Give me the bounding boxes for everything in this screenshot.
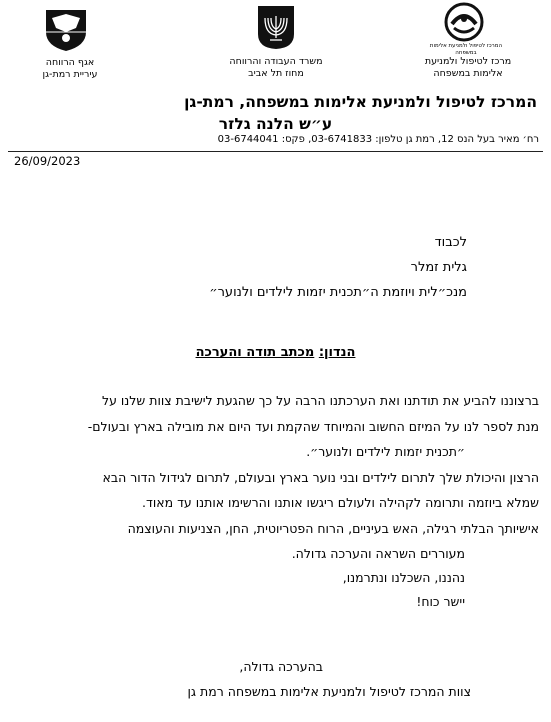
center-org-line1: משרד העבודה והרווחה: [229, 56, 323, 67]
letter-subject: [0, 345, 551, 360]
subject-label: הנדון:: [318, 345, 356, 360]
body-line: יישר כוח!: [416, 594, 465, 609]
recipient-name: גלית זמלר: [410, 260, 467, 275]
right-org-line2: אלימות במשפחה: [433, 68, 503, 79]
recipient-salutation: לכבוד: [434, 235, 467, 250]
left-org-header: [38, 57, 102, 81]
letterhead-title: המרכז לטיפול ולמניעת אלימות במשפחה, רמת-גן: [184, 93, 537, 111]
body-line: ״תכנית יזמות לילדים ולנוער״.: [306, 444, 465, 459]
center-logo-icon: [444, 2, 484, 42]
center-org-line2: מחוז תל אביב: [248, 68, 304, 79]
recipient-role: מנכ״לית ויוזמת ה״תכנית יזמות לילדים ולנוער״: [209, 285, 467, 300]
body-line: מעוררים השראה והערכה גדולה.: [291, 546, 465, 561]
right-org-small: המרכז לטיפול ולמניעת אלימות במשפחה: [429, 43, 503, 56]
header-divider: [8, 151, 543, 152]
body-line: נהננו, השכלנו ונתרמנו,: [342, 570, 465, 585]
right-org-header: [418, 56, 518, 80]
letterhead-address: רח׳ מאיר בעל הנס 12, רמת גן טלפון: 03-6741833, פקס: 03-6744041: [217, 134, 539, 145]
letter-closing: בהערכה גדולה,: [239, 659, 323, 674]
body-line: אישיותך הבלתי רגילה, האש בעיניים, הרוח הפטריוטית, החן, הצניעות והעוצמה: [127, 521, 539, 536]
left-org-line2: עיריית רמת-גן: [42, 69, 98, 80]
subject-text: מכתב תודה והערכה: [195, 345, 315, 360]
right-org-line1: מרכז לטיפול ולמניעת: [424, 56, 512, 67]
state-emblem-icon: [256, 4, 296, 50]
letter-date: 26/09/2023: [14, 154, 81, 168]
ramat-gan-emblem-icon: [42, 6, 90, 52]
body-line: שמלא ביוזמה ותרומה לקהילה ולעולם ריגשו אותנו והרשימו אותנו עד מאוד.: [142, 495, 539, 510]
body-line: הרצון והיכולת שלך לתרום לילדים ובני נוער בארץ ובעולם, לתרום לגידול הדור הבא: [102, 470, 539, 485]
left-org-line1: אגף הרווחה: [45, 57, 95, 68]
center-org-header: [224, 56, 328, 80]
body-line: ברצוננו להביע את תודתנו ואת הערכתנו הרבה על כך שהגעת לישיבת צוות שלנו על: [101, 393, 539, 408]
body-line: מנת לספר לנו על המיזם החשוב והמיוחד שהקמת ועד היום את מובילה בארץ ובעולם-: [87, 419, 539, 434]
letterhead-subtitle: ע״ש הלנה גלזר: [218, 115, 333, 133]
letter-signature: צוות המרכז לטיפול ולמניעת אלימות במשפחה רמת גן: [187, 684, 471, 699]
